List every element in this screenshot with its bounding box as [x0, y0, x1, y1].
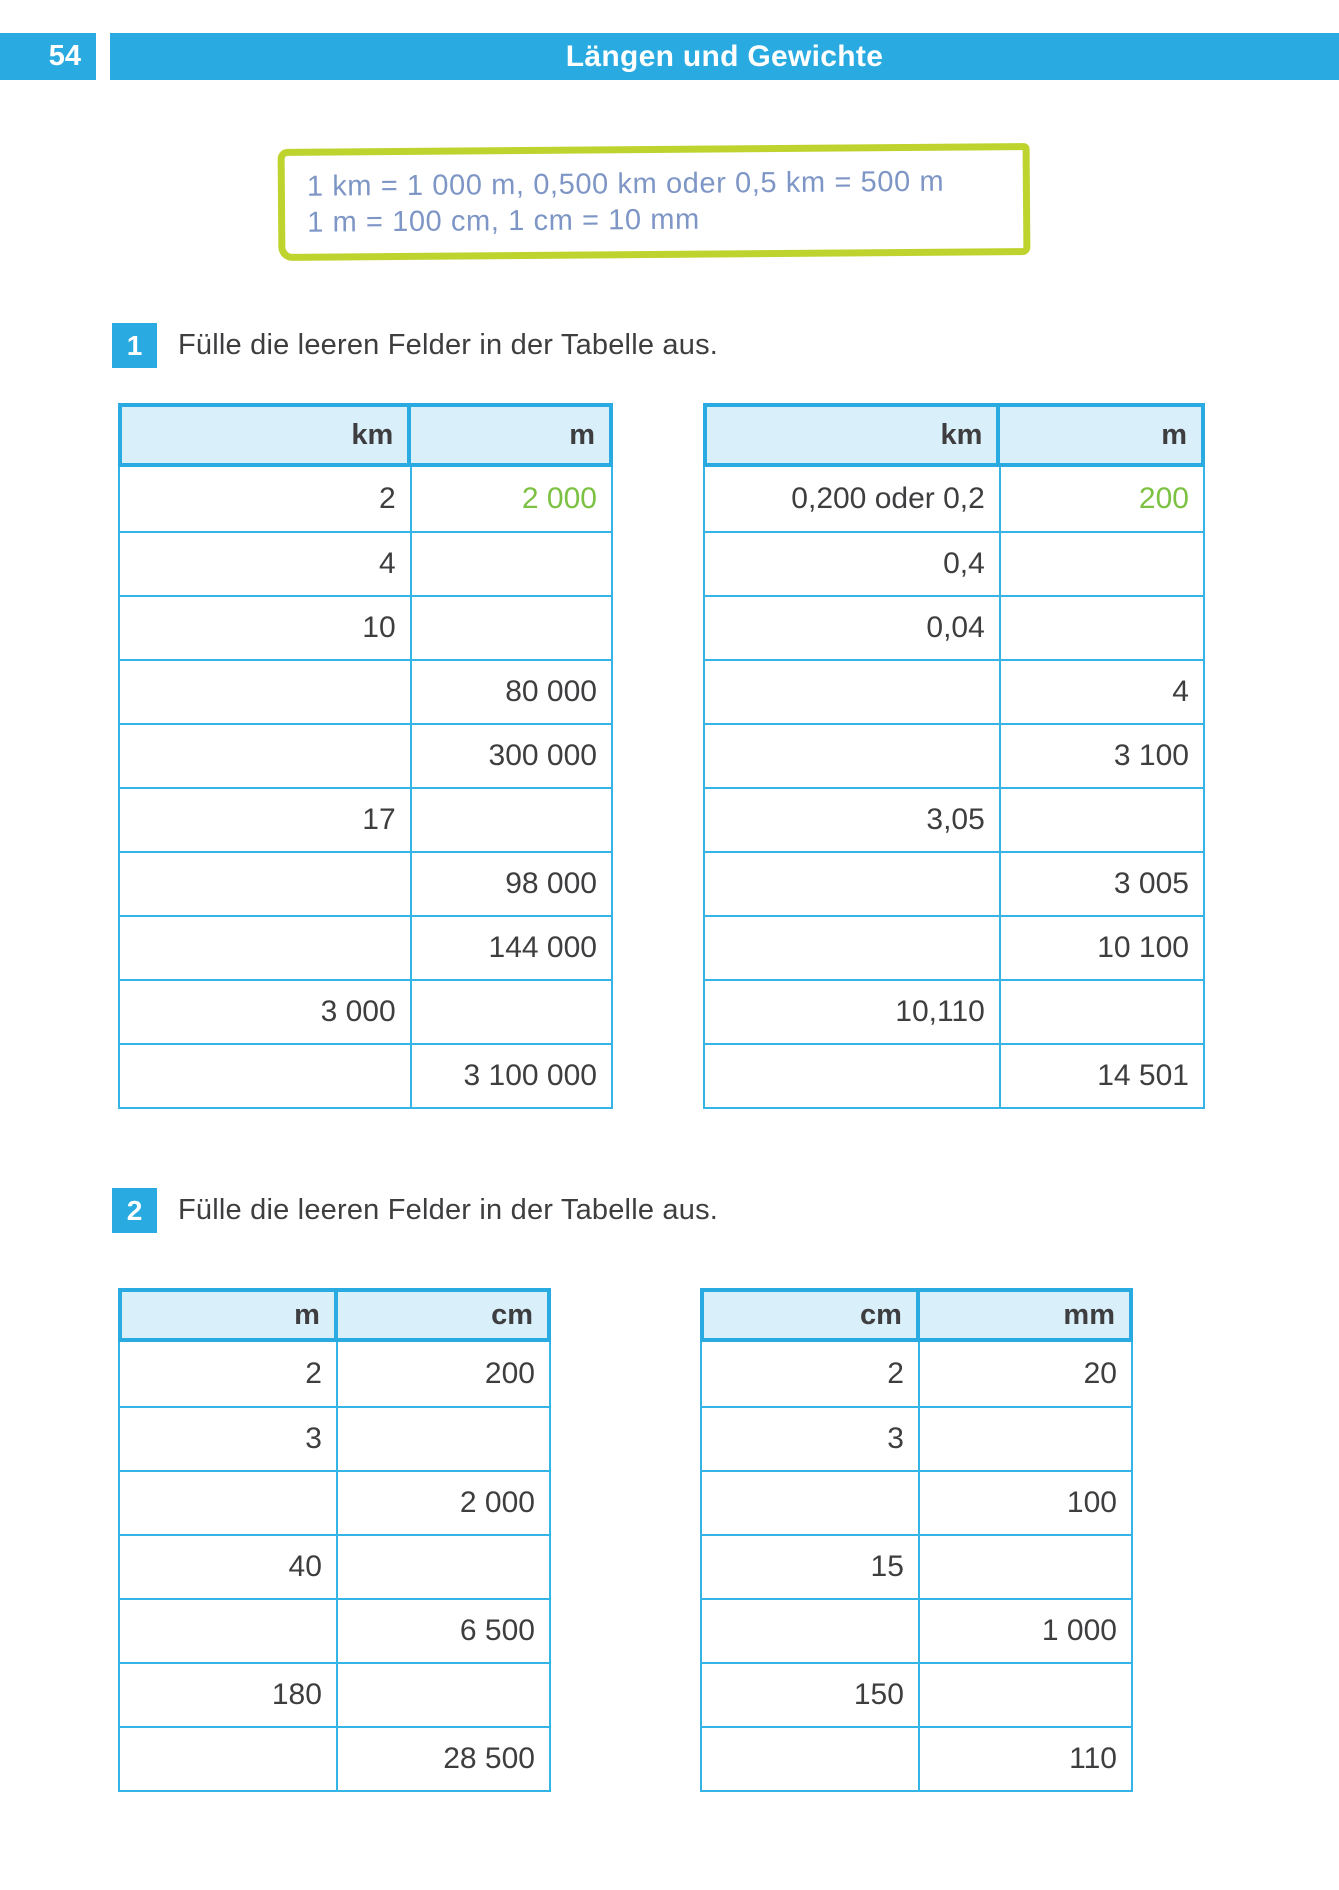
table-cell: 40 — [120, 1536, 338, 1598]
table-cell — [705, 853, 1001, 915]
table-row — [120, 851, 611, 915]
table-row — [702, 1662, 1131, 1726]
table-cell: 2 000 — [459, 1486, 535, 1519]
table-row — [705, 851, 1203, 915]
table-cell — [705, 1045, 1001, 1107]
header-cell: cm — [704, 1292, 920, 1338]
table-cell: 10,110 — [705, 981, 1001, 1043]
table-row — [120, 979, 611, 1043]
table-cell: 3,05 — [705, 789, 1001, 851]
table-cell: 144 000 — [488, 931, 597, 964]
table-body — [703, 467, 1205, 1109]
table-cell — [120, 1472, 338, 1534]
table-cell — [120, 1045, 412, 1107]
table-cell-answer: 2 000 — [521, 482, 597, 515]
table-cell: 100 — [1066, 1486, 1117, 1519]
table-cell: 80 000 — [505, 675, 597, 708]
table-cell: 2 — [120, 1342, 338, 1406]
table-cell — [338, 1664, 549, 1726]
header-cell: m — [1161, 418, 1187, 451]
table-cell — [920, 1536, 1131, 1598]
table-row — [120, 467, 611, 531]
table-row — [702, 1470, 1131, 1534]
table-body — [700, 1342, 1133, 1792]
km-m-table-left — [118, 403, 613, 1109]
table-cell: 10 — [120, 597, 412, 659]
table-cell: 3 100 — [1113, 739, 1189, 772]
table-cell — [702, 1728, 920, 1790]
table-cell: 10 100 — [1097, 931, 1189, 964]
table-row — [705, 531, 1203, 595]
table-row — [120, 531, 611, 595]
table-header-row — [703, 403, 1205, 467]
table-row — [120, 915, 611, 979]
table-cell: 15 — [702, 1536, 920, 1598]
info-line-2: 1 m = 100 cm, 1 cm = 10 mm — [307, 203, 700, 239]
header-cell: m — [122, 1292, 338, 1338]
table-cell — [702, 1472, 920, 1534]
table-row — [705, 1043, 1203, 1107]
table-row — [120, 723, 611, 787]
page-number: 54 — [0, 33, 96, 80]
exercise-1-prompt: Fülle die leeren Felder in der Tabelle aus. — [178, 329, 719, 361]
exercise-2-prompt: Fülle die leeren Felder in der Tabelle aus. — [178, 1194, 719, 1226]
table-row — [702, 1598, 1131, 1662]
table-cell: 20 — [1083, 1357, 1117, 1390]
table-cell: 3 000 — [120, 981, 412, 1043]
table-cell — [120, 661, 412, 723]
table-cell — [1001, 981, 1203, 1043]
exercise-2-heading — [112, 1188, 718, 1233]
table-cell — [338, 1536, 549, 1598]
table-header-row — [118, 403, 613, 467]
table-row — [120, 1342, 549, 1406]
table-cell — [120, 1600, 338, 1662]
table-cell — [412, 597, 611, 659]
header-cell: m — [569, 418, 595, 451]
table-cell: 6 500 — [459, 1614, 535, 1647]
table-cell: 0,200 oder 0,2 — [705, 467, 1001, 531]
table-cell — [338, 1408, 549, 1470]
table-row — [702, 1342, 1131, 1406]
header-cell: km — [707, 407, 1000, 463]
table-row — [120, 595, 611, 659]
table-row — [705, 659, 1203, 723]
table-cell: 2 — [702, 1342, 920, 1406]
table-cell: 1 000 — [1041, 1614, 1117, 1647]
table-row — [120, 1534, 549, 1598]
exercise-2-number-badge: 2 — [112, 1188, 157, 1233]
table-cell — [120, 853, 412, 915]
table-cell — [920, 1664, 1131, 1726]
table-cell — [705, 661, 1001, 723]
table-row — [120, 1470, 549, 1534]
km-m-table-right — [703, 403, 1205, 1109]
table-cell: 98 000 — [505, 867, 597, 900]
table-cell: 150 — [702, 1664, 920, 1726]
table-cell — [412, 981, 611, 1043]
table-cell — [920, 1408, 1131, 1470]
header-cell: mm — [1063, 1298, 1115, 1331]
table-cell — [120, 1728, 338, 1790]
table-cell: 3 — [702, 1408, 920, 1470]
table-cell: 14 501 — [1097, 1059, 1189, 1092]
table-cell — [412, 533, 611, 595]
exercise-1-number-badge: 1 — [112, 323, 157, 368]
table-row — [120, 1043, 611, 1107]
table-cell-answer: 200 — [1138, 482, 1189, 515]
table-cell — [1001, 789, 1203, 851]
table-cell: 17 — [120, 789, 412, 851]
table-row — [705, 723, 1203, 787]
table-cell — [120, 917, 412, 979]
table-row — [120, 787, 611, 851]
table-cell — [1001, 597, 1203, 659]
table-cell — [702, 1600, 920, 1662]
page-title: Längen und Gewichte — [110, 33, 1339, 80]
table-row — [120, 1662, 549, 1726]
table-row — [705, 467, 1203, 531]
info-box — [278, 143, 1031, 261]
table-body — [118, 1342, 551, 1792]
info-line-1: 1 km = 1 000 m, 0,500 km oder 0,5 km = 500 m — [306, 165, 945, 203]
table-cell — [705, 725, 1001, 787]
table-cell: 4 — [1172, 675, 1189, 708]
table-row — [120, 1726, 549, 1790]
table-header-row — [700, 1288, 1133, 1342]
table-row — [120, 1406, 549, 1470]
table-row — [705, 595, 1203, 659]
table-cell: 300 000 — [488, 739, 597, 772]
table-row — [120, 659, 611, 723]
table-cell: 3 005 — [1113, 867, 1189, 900]
m-cm-table — [118, 1288, 551, 1792]
table-row — [120, 1598, 549, 1662]
table-cell — [1001, 533, 1203, 595]
table-row — [702, 1534, 1131, 1598]
table-row — [702, 1406, 1131, 1470]
table-cell: 0,4 — [705, 533, 1001, 595]
table-cell: 28 500 — [443, 1742, 535, 1775]
table-cell — [705, 917, 1001, 979]
table-row — [705, 915, 1203, 979]
table-cell — [120, 725, 412, 787]
table-cell: 3 100 000 — [463, 1059, 597, 1092]
table-body — [118, 467, 613, 1109]
table-cell: 180 — [120, 1664, 338, 1726]
table-cell: 2 — [120, 467, 412, 531]
table-header-row — [118, 1288, 551, 1342]
table-cell: 0,04 — [705, 597, 1001, 659]
table-cell — [412, 789, 611, 851]
table-cell: 110 — [1069, 1742, 1117, 1775]
table-row — [702, 1726, 1131, 1790]
header-cell: cm — [491, 1298, 533, 1331]
table-cell: 3 — [120, 1408, 338, 1470]
exercise-1-heading — [112, 323, 718, 368]
header-cell: km — [122, 407, 411, 463]
table-row — [705, 979, 1203, 1043]
table-row — [705, 787, 1203, 851]
cm-mm-table — [700, 1288, 1133, 1792]
table-cell: 200 — [484, 1357, 535, 1390]
table-cell: 4 — [120, 533, 412, 595]
